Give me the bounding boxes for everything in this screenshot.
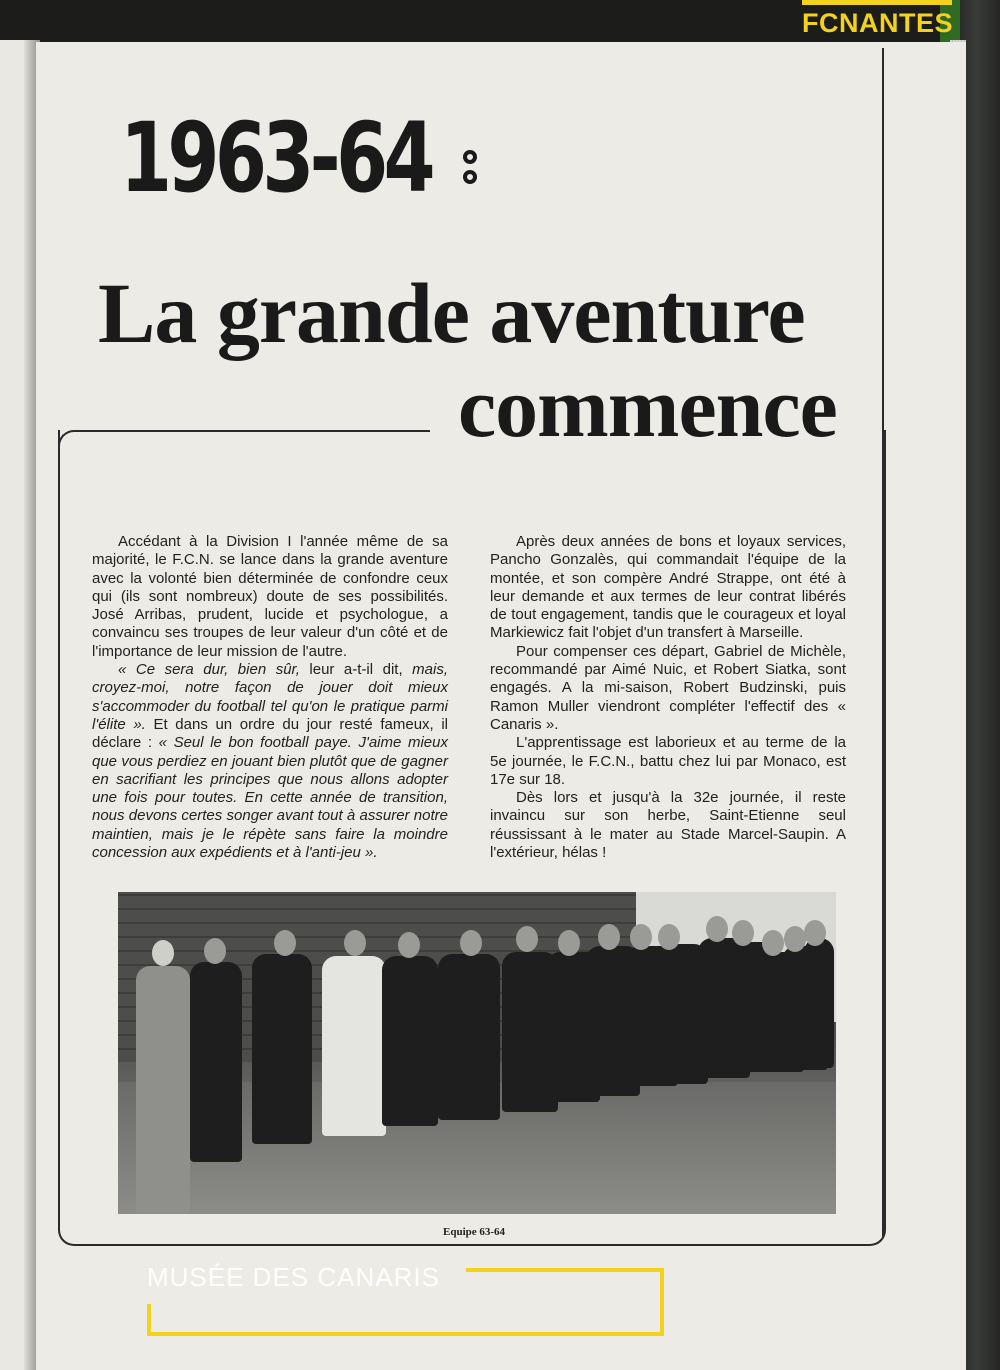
photo-head xyxy=(516,926,538,952)
paragraph: Après deux années de bons et loyaux services, Pancho Gonzalès, qui commandait l'équipe de la montée, et son compère André Strappe, ont été à leur demande et aux termes de leur contrat libérés de tout engagement, tandis que le courageux et loyal Markiewicz fait l'objet d'un transfert à Marseille. xyxy=(490,533,846,642)
photo-head xyxy=(784,926,806,952)
colon-ornament xyxy=(458,150,482,196)
paragraph: Accédant à la Division I l'année même de sa majorité, le F.C.N. se lance dans la grande aventure avec la volonté bien déterminée de confondre ceux qui (ils sont nombreux) doute de ses possibilités. José Arribas, prudent, lucide et psychologue, a convaincu ses troupes de leur valeur d'un côté et de l'importance de leur mission de l'autre. xyxy=(92,533,448,660)
photo-head xyxy=(558,930,580,956)
photo-person xyxy=(252,954,312,1144)
brand-logo-text: FCNANTES xyxy=(802,8,953,38)
text-column-left xyxy=(92,533,448,862)
photo-head xyxy=(274,930,296,956)
photo-caption: Equipe 63-64 xyxy=(443,1226,506,1238)
paragraph: Pour compenser ces départ, Gabriel de Michèle, recommandé par Aimé Nuic, et Robert Siatka, sont engagés. A la mi-saison, Robert Budzinski, puis Ramon Muller viendront compléter l'effectif des « Canaris ». xyxy=(490,642,846,733)
watermark-frame-bottom xyxy=(147,1332,664,1336)
photo-head xyxy=(344,930,366,956)
photo-head xyxy=(204,938,226,964)
photo-person xyxy=(190,962,242,1162)
paragraph: L'apprentissage est laborieux et au terme de la 5e journée, le F.C.N., battu chez lui par Monaco, est 17e sur 18. xyxy=(490,734,846,788)
paragraph-quote xyxy=(92,661,448,862)
quote-text: « Seul le bon football paye. J'aime mieux que vous perdiez en jouant bien plutôt que de gagner en sacrifiant les principes que nous allons adopter une fois pour toutes. En cette année de transition, nous devons certes songer avant tout à assurer notre maintien, mais je le répète sans faire la moindre concession aux expédients et à l'anti-jeu ». xyxy=(92,734,448,862)
photo-head xyxy=(762,930,784,956)
body-text: leur a-t-il dit, xyxy=(299,661,413,679)
photo-head xyxy=(630,924,652,950)
photo-head xyxy=(804,920,826,946)
watermark-frame-right xyxy=(660,1268,664,1336)
background-right-edge xyxy=(960,0,1000,1370)
article-title-line1: La grande aventure xyxy=(98,265,805,361)
photo-head xyxy=(460,930,482,956)
photo-head xyxy=(732,920,754,946)
quote-text: mais, croyez-moi, notre façon de jouer doit mieux s'accommoder du football tel qu'on le pratique parmi l'élite ». xyxy=(92,661,448,733)
watermark-text: MUSÉE DES CANARIS xyxy=(147,1262,440,1292)
photo-person xyxy=(322,956,386,1136)
article-title-line2: commence xyxy=(458,359,837,455)
photo-head xyxy=(152,940,174,966)
text-column-right xyxy=(490,533,846,862)
photo-person xyxy=(136,966,190,1214)
photo-head xyxy=(706,916,728,942)
body-text: Et dans un ordre du jour resté fameux, il déclare : xyxy=(92,715,448,752)
photo-person xyxy=(382,956,438,1126)
brand-bar xyxy=(802,0,952,5)
photo-head xyxy=(398,932,420,958)
photo-person xyxy=(804,938,834,1068)
team-photo xyxy=(118,892,836,1214)
photo-head xyxy=(598,924,620,950)
article-frame-top xyxy=(58,430,430,450)
paragraph: Dès lors et jusqu'à la 32e journée, il reste invaincu sur son herbe, Saint-Etienne seul réussissant à le mater au Stade Marcel-Saupin. A l'extérieur, hélas ! xyxy=(490,789,846,862)
photo-head xyxy=(658,924,680,950)
quote-text: « Ce sera dur, bien sûr, xyxy=(118,661,300,679)
photo-person xyxy=(438,954,500,1120)
watermark-frame-top xyxy=(466,1268,664,1272)
season-heading: 1963-64 xyxy=(120,102,431,214)
watermark-frame-left xyxy=(147,1304,151,1336)
